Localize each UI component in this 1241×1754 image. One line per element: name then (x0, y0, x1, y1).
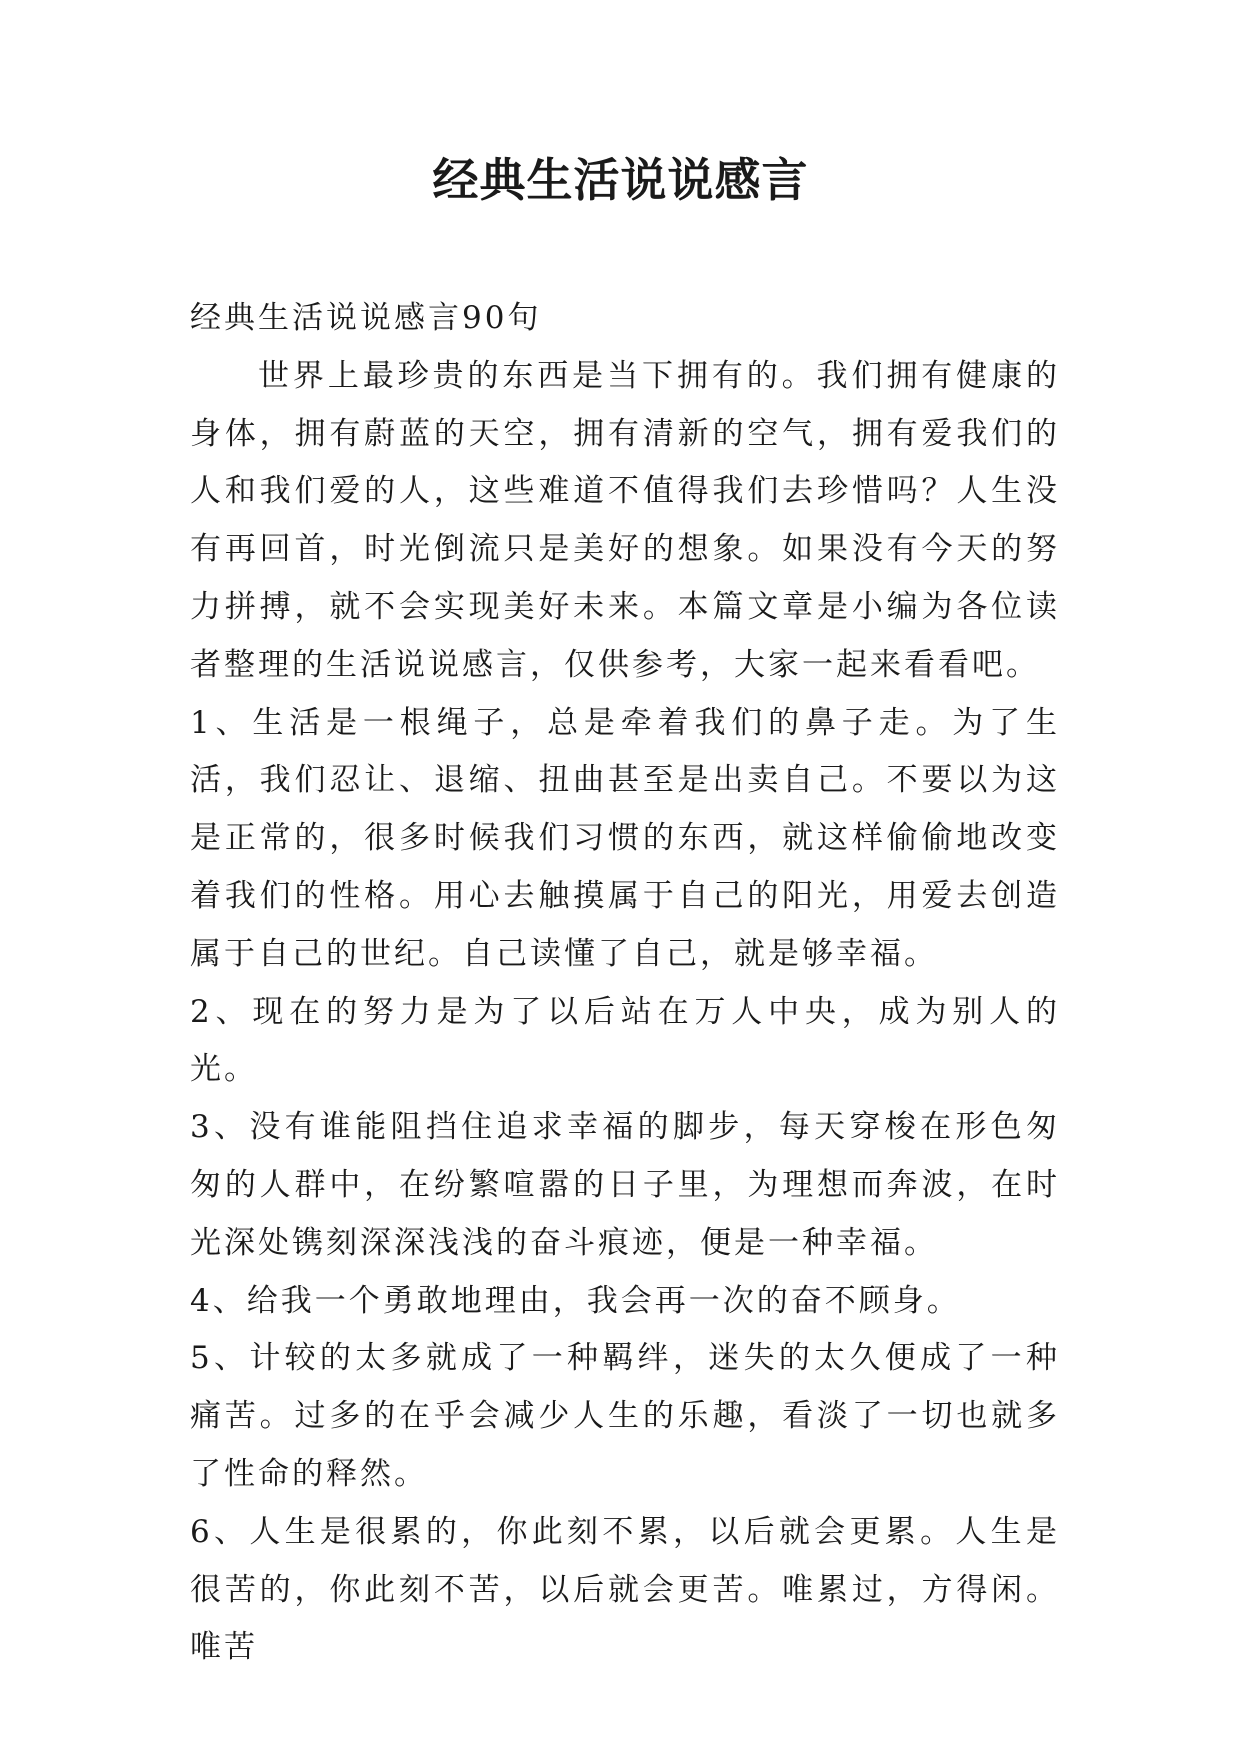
quote-item-5: 5、计较的太多就成了一种羁绊，迷失的太久便成了一种痛苦。过多的在乎会减少人生的乐趣，看淡了一切也就多了性命的释然。 (190, 1340, 1060, 1492)
quote-item-2: 2、现在的努力是为了以后站在万人中央，成为别人的光。 (190, 993, 1060, 1088)
document-subtitle: 经典生活说说感言90句 (190, 300, 542, 336)
quote-item-3: 3、没有谁能阻挡住追求幸福的脚步，每天穿梭在形色匆匆的人群中，在纷繁喧嚣的日子里，为理想而奔波，在时光深处镌刻深深浅浅的奋斗痕迹，便是一种幸福。 (190, 1109, 1060, 1261)
quote-item-4: 4、给我一个勇敢地理由，我会再一次的奋不顾身。 (190, 1282, 961, 1319)
quote-item-6: 6、人生是很累的，你此刻不累，以后就会更累。人生是很苦的，你此刻不苦，以后就会更苦。唯累过，方得闲。唯苦 (190, 1513, 1060, 1666)
intro-paragraph: 世界上最珍贵的东西是当下拥有的。我们拥有健康的身体，拥有蔚蓝的天空，拥有清新的空气，拥有爱我们的人和我们爱的人，这些难道不值得我们去珍惜吗？人生没有再回首，时光倒流只是美好的想象。如果没有今天的努力拼搏，就不会实现美好未来。本篇文章是小编为各位读者整理的生活说说感言，仅供参考，大家一起来看看吧。 (190, 357, 1060, 683)
document-title: 经典生活说说感言 (432, 153, 809, 207)
quote-item-1: 1、生活是一根绳子，总是牵着我们的鼻子走。为了生活，我们忍让、退缩、扭曲甚至是出卖自己。不要以为这是正常的，很多时候我们习惯的东西，就这样偷偷地改变着我们的性格。用心去触摸属于自己的阳光，用爱去创造属于自己的世纪。自己读懂了自己，就是够幸福。 (190, 704, 1060, 972)
document-body (190, 290, 1060, 1677)
